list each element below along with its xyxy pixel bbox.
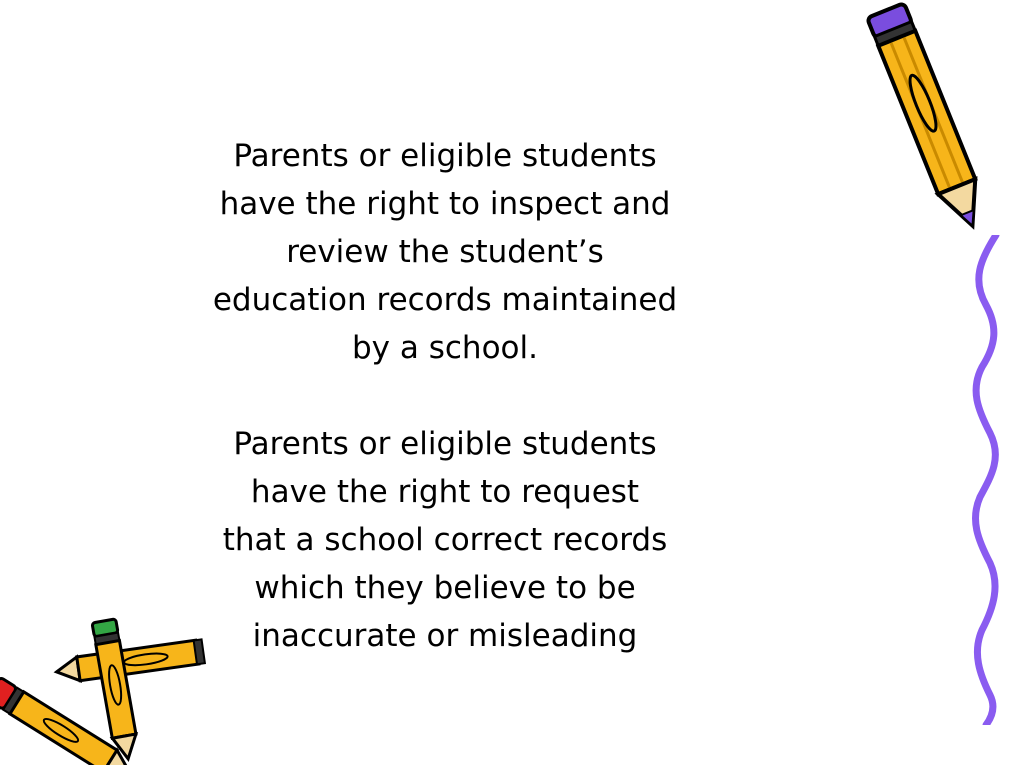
squiggle-line-icon: [968, 235, 1008, 725]
text-line: which they believe to be: [254, 570, 636, 606]
crossed-pencils-icon: [0, 615, 210, 765]
text-line: inaccurate or misleading: [252, 618, 638, 654]
text-line: have the right to inspect and: [219, 186, 671, 222]
text-line: that a school correct records: [222, 522, 668, 558]
text-line: Parents or eligible students: [233, 138, 657, 174]
slide-body: [150, 132, 740, 660]
text-line: Parents or eligible students: [233, 426, 657, 462]
text-line: education records maintained: [212, 282, 678, 318]
paragraph-inspect-rights: [150, 132, 740, 372]
text-line: review the student’s: [286, 234, 604, 270]
pencil-icon: [855, 0, 1005, 250]
text-line: by a school.: [352, 330, 538, 366]
text-line: have the right to request: [250, 474, 640, 510]
paragraph-correct-records: [150, 420, 740, 660]
